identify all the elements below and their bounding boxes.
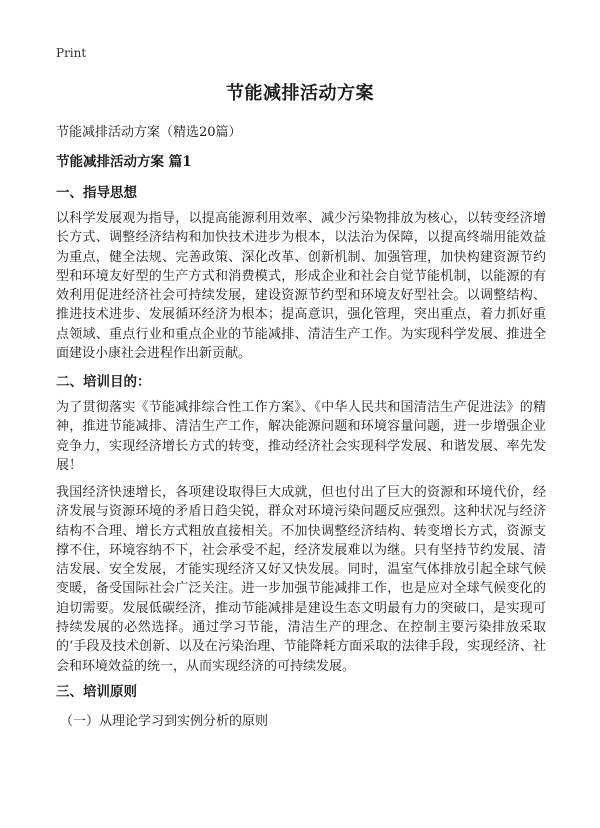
paragraph-guiding-ideology: 以科学发展观为指导，以提高能源利用效率、减少污染物排放为核心，以转变经济增长方式、调整经济结构和加快技术进步为根本，以法治为保障，以提高终端用能效益为重点，健全法规、完善政策、深化改革、创新机制、加强管理，加快构建资源节约型和环境友好型的生产方式和消费模式，形成企业和社会自觉节能机制，以能源的有效利用促进经济社会可持续发展，建设资源节约型和环境友好型社会。以调整结构、推进技术进步、发展循环经济为根本；提高意识，强化管理，突出重点，着力抓好重点领域、重点行业和重点企业的节能减排、清洁生产工作。为实现科学发展、推进全面建设小康社会进程作出新贡献。 [56,211,546,362]
document-subtitle: 节能减排活动方案（精选20篇） [56,125,242,140]
section-heading-guiding-ideology: 一、指导思想 [56,185,137,201]
section-heading-training-purpose: 二、培训目的： [56,374,151,390]
part-heading: 节能减排活动方案 篇1 [56,154,192,170]
print-link[interactable]: Print [56,46,87,60]
paragraph-training-purpose-1: 为了贯彻落实《节能减排综合性工作方案》、《中华人民共和国清洁生产促进法》的精神，推进节能减排、清洁生产工作，解决能源问题和环境容量问题，进一步增强企业竞争力，实现经济增长方式的转变，推动经济社会实现科学发展、和谐发展、率先发展！ [56,400,546,473]
document-title: 节能减排活动方案 [226,83,374,104]
paragraph-training-purpose-2: 我国经济快速增长，各项建设取得巨大成就，但也付出了巨大的资源和环境代价，经济发展与资源环境的矛盾日趋尖锐，群众对环境污染问题反应强烈。这种状况与经济结构不合理、增长方式粗放直接相关。不加快调整经济结构、转变增长方式，资源支撑不住，环境容纳不下，社会承受不起，经济发展难以为继。只有坚持节约发展、清洁发展、安全发展，才能实现经济又好又快发展。同时，温室气体排放引起全球气候变暖，备受国际社会广泛关注。进一步加强节能减排工作，也是应对全球气候变化的迫切需要。发展低碳经济，推动节能减排是建设生态文明最有力的突破口，是实现可持续发展的必然选择。通过学习节能，清洁生产的理念、在控制主要污染排放采取的‘手段及技术创新、以及在污染治理、节能降耗方面采取的法律手段，实现经济、社会和环境效益的统一，从而实现经济的可持续发展。 [56,485,546,674]
principle-item-1: （一）从理论学习到实例分析的原则 [60,714,269,729]
section-heading-training-principles: 三、培训原则 [56,684,137,700]
